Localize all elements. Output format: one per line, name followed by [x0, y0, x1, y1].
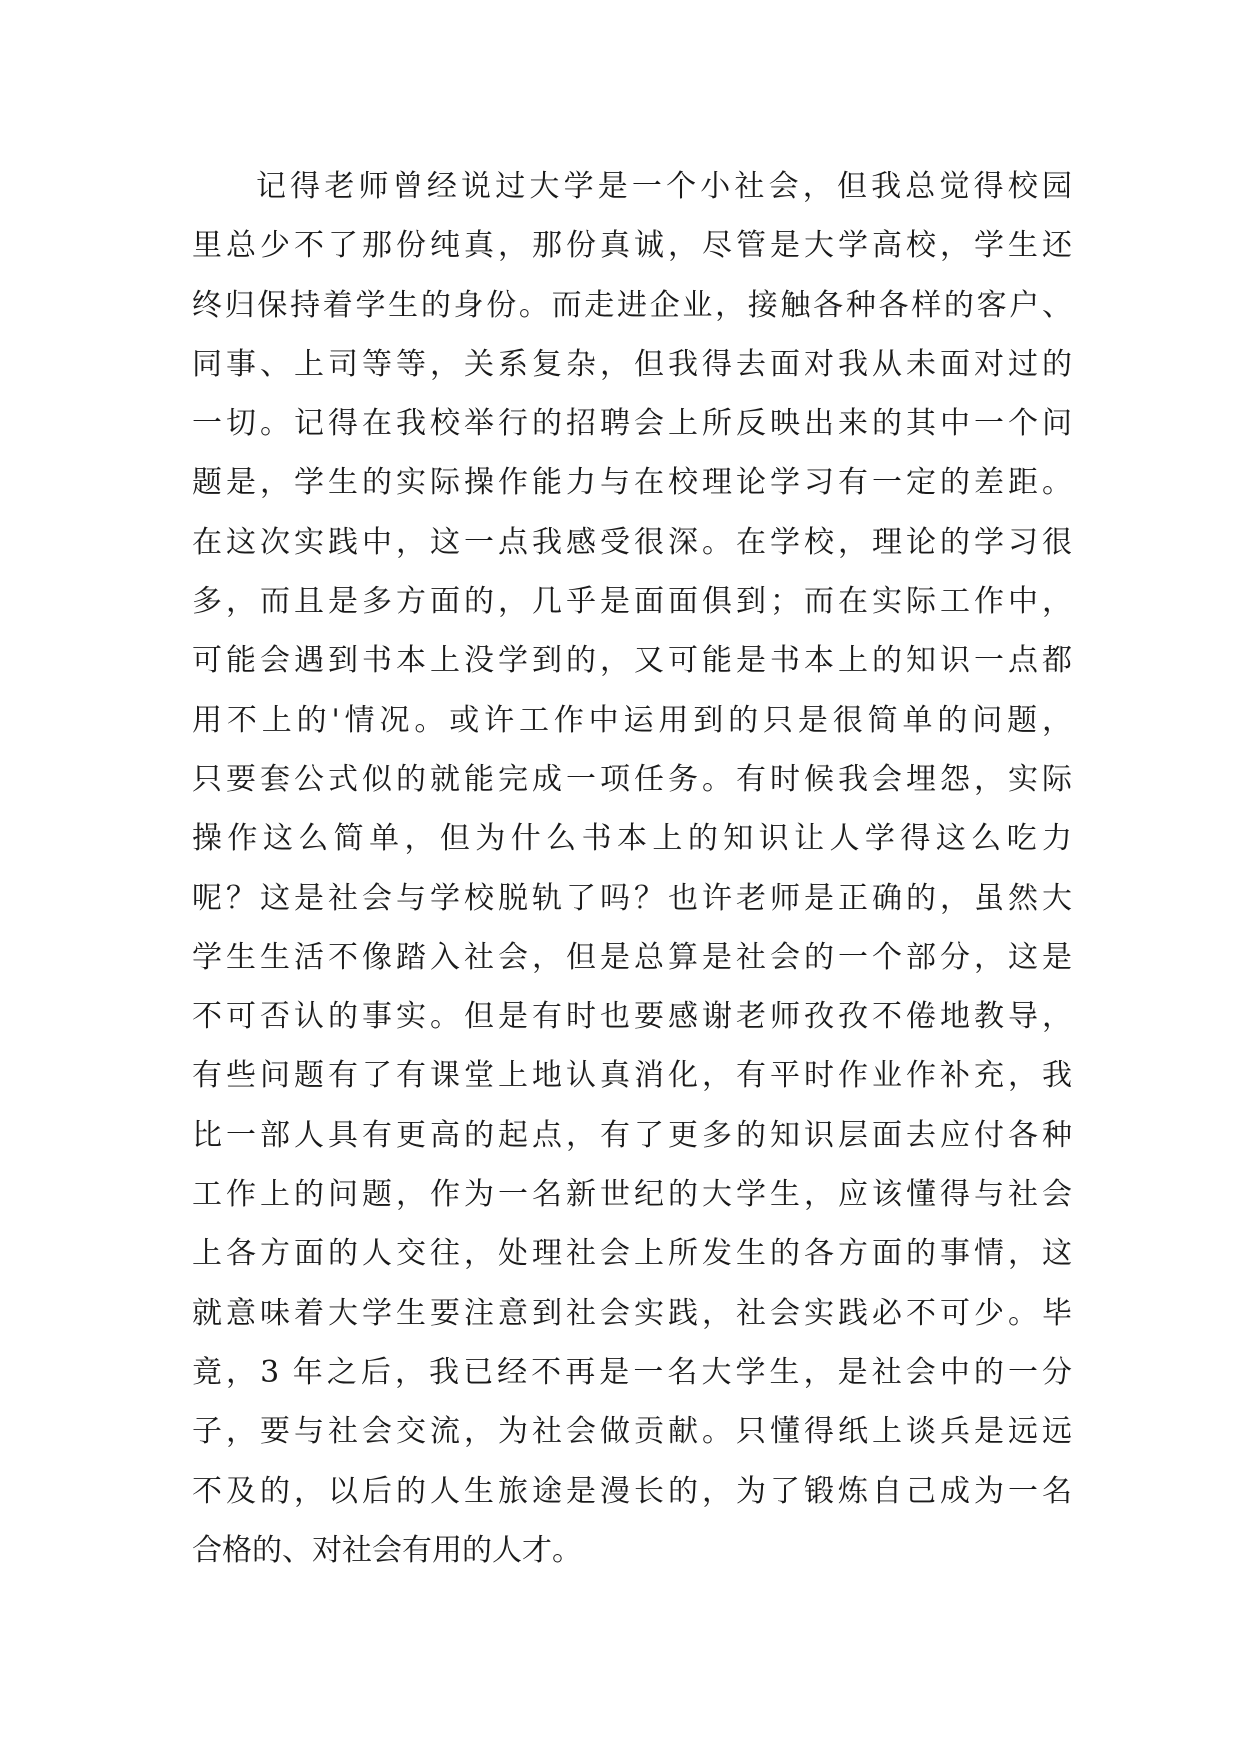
paragraph-line: 在这次实践中，这一点我感受很深。在学校，理论的学习很	[192, 524, 1072, 560]
paragraph-line: 学生生活不像踏入社会，但是总算是社会的一个部分，这是	[192, 939, 1072, 975]
paragraph-line: 记得老师曾经说过大学是一个小社会，但我总觉得校园	[256, 169, 1072, 204]
paragraph-line: 题是，学生的实际操作能力与在校理论学习有一定的差距。	[192, 465, 1072, 501]
paragraph-line: 合格的、对社会有用的人才。	[192, 1532, 582, 1568]
paragraph-line: 操作这么简单，但为什么书本上的知识让人学得这么吃力	[192, 821, 1072, 857]
paragraph-line: 就意味着大学生要注意到社会实践，社会实践必不可少。毕	[192, 1295, 1072, 1331]
paragraph-line: 不及的，以后的人生旅途是漫长的，为了锻炼自己成为一名	[192, 1473, 1072, 1509]
paragraph-line: 上各方面的人交往，处理社会上所发生的各方面的事情，这	[192, 1236, 1072, 1272]
paragraph-line: 用不上的'情况。或许工作中运用到的只是很简单的问题，	[192, 702, 1072, 738]
paragraph-line: 里总少不了那份纯真，那份真诚，尽管是大学高校，学生还	[192, 228, 1072, 264]
paragraph-line: 不可否认的事实。但是有时也要感谢老师孜孜不倦地教导，	[192, 999, 1072, 1035]
paragraph-line: 只要套公式似的就能完成一项任务。有时候我会埋怨，实际	[192, 761, 1072, 797]
paragraph-line: 可能会遇到书本上没学到的，又可能是书本上的知识一点都	[192, 643, 1072, 679]
paragraph-line: 多，而且是多方面的，几乎是面面俱到；而在实际工作中，	[192, 584, 1072, 620]
body-paragraph	[192, 157, 1072, 1580]
paragraph-line: 竟，3 年之后，我已经不再是一名大学生，是社会中的一分	[192, 1354, 1072, 1390]
paragraph-line: 有些问题有了有课堂上地认真消化，有平时作业作补充，我	[192, 1058, 1072, 1094]
paragraph-line: 子，要与社会交流，为社会做贡献。只懂得纸上谈兵是远远	[192, 1414, 1072, 1450]
paragraph-line: 终归保持着学生的身份。而走进企业，接触各种各样的客户、	[192, 287, 1072, 323]
paragraph-line: 同事、上司等等，关系复杂，但我得去面对我从未面对过的	[192, 346, 1072, 382]
paragraph-line: 比一部人具有更高的起点，有了更多的知识层面去应付各种	[192, 1117, 1072, 1153]
paragraph-line: 一切。记得在我校举行的招聘会上所反映出来的其中一个问	[192, 406, 1072, 442]
paragraph-line: 工作上的问题，作为一名新世纪的大学生，应该懂得与社会	[192, 1177, 1072, 1213]
paragraph-line: 呢？这是社会与学校脱轨了吗？也许老师是正确的，虽然大	[192, 880, 1072, 916]
